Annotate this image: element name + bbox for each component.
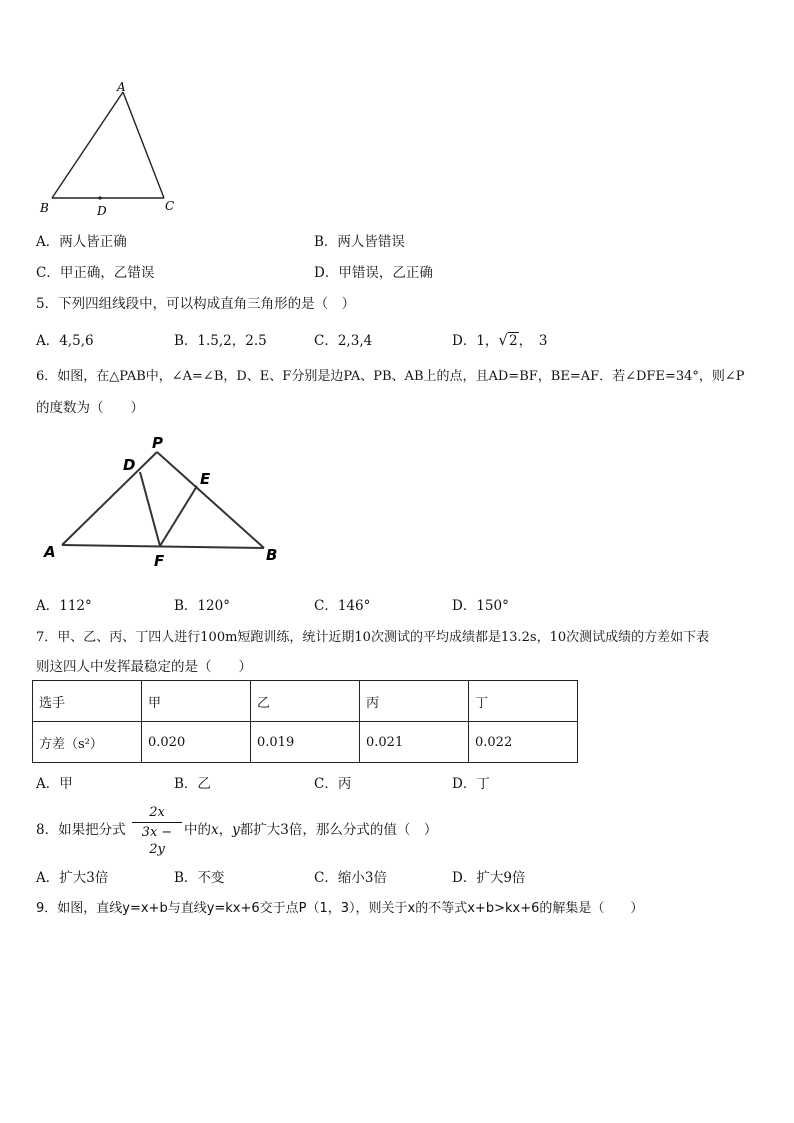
option-text: 120°: [197, 598, 230, 614]
stem-sep: ，: [218, 822, 233, 838]
option-key: B．: [174, 598, 198, 614]
option-post: ， 3: [518, 333, 548, 349]
option-key: C．: [314, 870, 338, 886]
option-pre: 1，: [476, 333, 499, 349]
option-key: B．: [174, 776, 198, 792]
q6-side-pa: [62, 452, 157, 545]
table-header-cell: 乙: [251, 681, 360, 722]
option-text: 4,5,6: [59, 333, 94, 349]
fraction-denominator: 3x − 2y: [141, 825, 173, 857]
q8-option-d[interactable]: [452, 866, 525, 886]
q8-option-b[interactable]: [174, 866, 224, 886]
option-key: C．: [314, 776, 338, 792]
table-cell: 0.019: [251, 722, 360, 763]
table-row: [33, 722, 578, 763]
q7-option-a[interactable]: [36, 772, 73, 792]
q9-stem: 9．如图，直线y=x+b与直线y=kx+6交于点P（1，3），则关于x的不等式x+b>kx+6的解集是（ ）: [36, 901, 644, 916]
option-text: 1.5,2，2.5: [197, 333, 267, 349]
option-key: C．: [36, 265, 60, 281]
q6-option-b[interactable]: [174, 594, 230, 614]
table-row: [33, 681, 578, 722]
q4-label-d: D: [97, 204, 107, 218]
option-text: 甲正确，乙错误: [59, 265, 155, 281]
q6-label-b: B: [266, 546, 278, 564]
q6-option-d[interactable]: [452, 594, 509, 614]
option-text: 两人皆错误: [337, 234, 405, 250]
q6-option-c[interactable]: [314, 594, 370, 614]
table-header-cell: 丁: [469, 681, 578, 722]
option-text: 甲: [59, 776, 73, 792]
sqrt-expression: √2: [498, 331, 518, 349]
option-key: D．: [452, 776, 477, 792]
q6-option-a[interactable]: [36, 594, 92, 614]
option-text: 缩小3倍: [337, 870, 387, 886]
q7-option-d[interactable]: [452, 772, 490, 792]
q6-side-pb: [157, 452, 264, 548]
option-text: 丙: [337, 776, 352, 792]
option-text: 150°: [476, 598, 509, 614]
q7-variance-table: [32, 680, 578, 763]
option-key: A．: [36, 234, 60, 250]
option-key: A．: [36, 776, 60, 792]
q6-label-p: P: [152, 434, 163, 452]
stem-text: 中的: [184, 822, 211, 838]
option-text: 扩大3倍: [59, 870, 109, 886]
option-text: 甲错误，乙正确: [338, 265, 433, 281]
option-key: C．: [314, 598, 338, 614]
option-text: 两人皆正确: [59, 234, 127, 250]
table-cell: 0.020: [142, 722, 251, 763]
stem-text: 都扩大3倍，那么分式的值（ ）: [239, 822, 438, 838]
var-y: y: [232, 822, 240, 838]
option-text: 丁: [476, 776, 490, 792]
option-text: 乙: [197, 776, 211, 792]
q8-option-c[interactable]: [314, 866, 387, 886]
q6-segment-ef: [160, 486, 197, 546]
option-key: D．: [452, 598, 477, 614]
option-key: A．: [36, 598, 60, 614]
option-key: B．: [174, 870, 198, 886]
table-cell: 0.021: [360, 722, 469, 763]
table-header-cell: 丙: [360, 681, 469, 722]
table-cell: 0.022: [469, 722, 578, 763]
option-key: D．: [314, 265, 339, 281]
table-header-cell: 甲: [142, 681, 251, 722]
option-text: 146°: [337, 598, 371, 614]
q5-stem: 5．下列四组线段中，可以构成直角三角形的是（ ）: [36, 296, 356, 312]
option-key: A．: [36, 333, 60, 349]
q6-label-f: F: [154, 552, 165, 570]
q7-stem-line1: 7．甲、乙、丙、丁四人进行100m短跑训练，统计近期10次测试的平均成绩都是13.2s，10次测试成绩的方差如下表: [36, 630, 710, 645]
q6-stem-line1: 6．如图，在△PAB中，∠A=∠B，D、E、F分别是边PA、PB、AB上的点，且AD=BF，BE=AF．若∠DFE=34°，则∠P: [36, 369, 745, 384]
option-key: D．: [452, 870, 477, 886]
option-key: B．: [314, 234, 338, 250]
sqrt-radicand: 2: [508, 333, 518, 349]
q8-option-a[interactable]: [36, 866, 108, 886]
q8-fraction: [132, 804, 182, 858]
q6-stem-line2: 的度数为（ ）: [36, 400, 144, 416]
q6-label-e: E: [200, 470, 211, 488]
option-text: 2,3,4: [337, 333, 373, 349]
option-key: D．: [452, 333, 477, 349]
option-text: 不变: [197, 870, 225, 886]
q6-segment-df: [140, 472, 160, 546]
q6-side-ab: [62, 545, 264, 548]
table-row-label: 方差（s²）: [33, 722, 142, 763]
q4-label-b: B: [40, 201, 49, 215]
q6-label-a: A: [44, 543, 56, 561]
q4-label-c: C: [165, 199, 175, 213]
q7-option-b[interactable]: [174, 772, 211, 792]
q4-label-a: A: [117, 80, 126, 94]
fraction-bar: [132, 822, 182, 823]
option-key: C．: [314, 333, 338, 349]
option-text: 扩大9倍: [476, 870, 526, 886]
q7-option-c[interactable]: [314, 772, 351, 792]
table-header-cell: 选手: [33, 681, 142, 722]
q6-label-d: D: [123, 456, 136, 474]
q8-stem-post: [184, 818, 437, 838]
option-key: A．: [36, 870, 60, 886]
q8-stem-pre: 8．如果把分式: [36, 822, 126, 838]
fraction-numerator: 2x: [149, 805, 165, 820]
q7-stem-line2: 则这四人中发挥最稳定的是（ ）: [36, 659, 252, 675]
option-key: B．: [174, 333, 198, 349]
option-text: 112°: [59, 598, 92, 614]
var-x: x: [211, 822, 219, 838]
